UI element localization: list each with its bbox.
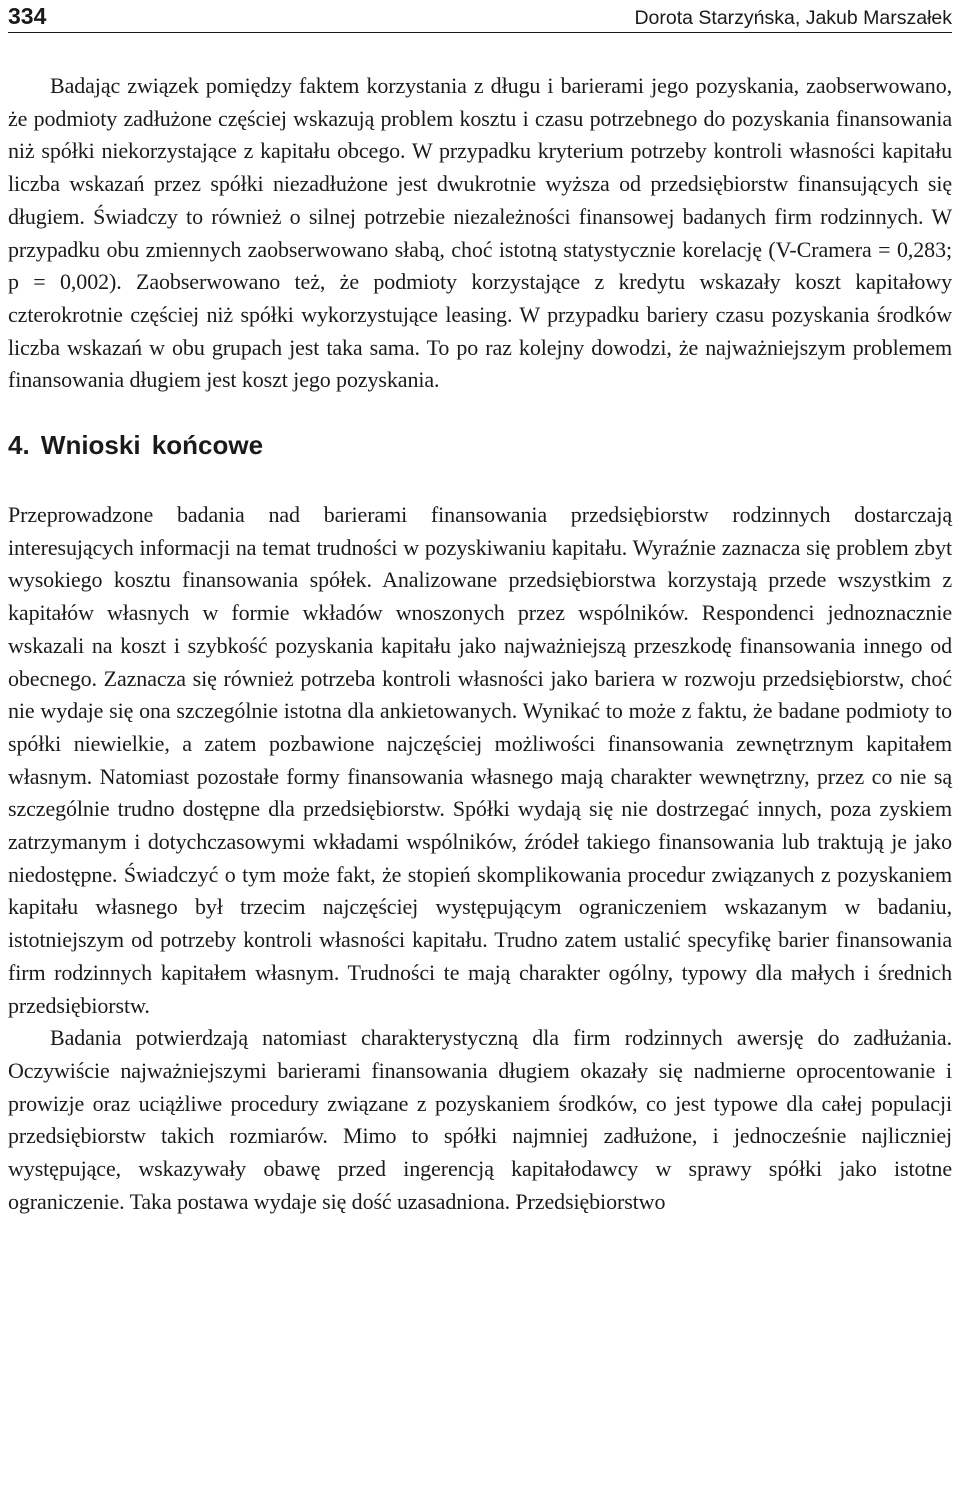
page-header [8,0,952,33]
running-head-authors: Dorota Starzyńska, Jakub Marszałek [634,7,952,29]
page-number: 334 [8,3,47,29]
document-page [8,0,952,1219]
section-heading: 4. Wnioski końcowe [8,430,264,461]
body-paragraph: Badania potwierdzają natomiast charakterystyczną dla firm rodzinnych awersję do zadłużania. Oczywiście najważniejszymi barierami finansowania długiem okazały się nadmierne oprocentowanie i prowizje oraz uciążliwe procedury związane z pozyskaniem środków, co jest typowe dla całej populacji przedsiębiorstw takich rozmiarów. Mimo to spółki najmniej zadłużone, i jednocześnie najliczniej występujące, wskazywały obawę przed ingerencją kapitałodawcy w sprawy spółki jako istotne ograniczenie. Taka postawa wydaje się dość uzasadniona. Przedsiębiorstwo [8,1025,952,1214]
body-paragraph: Przeprowadzone badania nad barierami finansowania przedsiębiorstw rodzinnych dostarczają interesujących informacji na temat trudności w pozyskiwaniu kapitału. Wyraźnie zaznacza się problem zbyt wysokiego kosztu finansowania spółek. Analizowane przedsiębiorstwa korzystają przede wszystkim z kapitałów własnych w formie wkładów wnoszonych przez wspólników. Respondenci jednoznacznie wskazali na koszt i szybkość pozyskania kapitału jako najważniejszą przeszkodę finansowania innego od obecnego. Zaznacza się również potrzeba kontroli własności jako bariera w rozwoju przedsiębiorstw, choć nie wydaje się ona szczególnie istotna dla ankietowanych. Wynikać to może z faktu, że badane podmioty to spółki niewielkie, a zatem pozbawione najczęściej możliwości finansowania zewnętrznym kapitałem własnym. Natomiast pozostałe formy finansowania własnego mają charakter wewnętrzny, przez co nie są szczególnie trudno dostępne dla przedsiębiorstw. Spółki wydają się nie dostrzegać innych, poza zyskiem zatrzymanym i dotychczasowymi wkładami wspólników, źródeł takiego finansowania lub traktują je jako niedostępne. Świadczyć o tym może fakt, że stopień skomplikowania procedur związanych z pozyskaniem kapitału własnego był trzecim najczęściej występującym ograniczeniem wskazanym w badaniu, istotniejszym od potrzeby kontroli własności kapitału. Trudno zatem ustalić specyfikę barier finansowania firm rodzinnych kapitałem własnym. Trudności te mają charakter ogólny, typowy dla małych i średnich przedsiębiorstw. [8,502,952,1018]
body-paragraph: Badając związek pomiędzy faktem korzystania z długu i barierami jego pozyskania, zaobserwowano, że podmioty zadłużone częściej wskazują problem kosztu i czasu potrzebnego do pozyskania finansowania niż spółki niekorzystające z kapitału obcego. W przypadku kryterium potrzeby kontroli własności kapitału liczba wskazań przez spółki niezadłużone jest dwukrotnie wyższa od przedsiębiorstw finansujących się długiem. Świadczy to również o silnej potrzebie niezależności finansowej badanych firm rodzinnych. W przypadku obu zmiennych zaobserwowano słabą, choć istotną statystycznie korelację (V-Cramera = 0,283; p = 0,002). Zaobserwowano też, że podmioty korzystające z kredytu wskazały koszt kapitałowy czterokrotnie częściej niż spółki wykorzystujące leasing. W przypadku bariery czasu pozyskania środków liczba wskazań w obu grupach jest taka sama. To po raz kolejny dowodzi, że najważniejszym problemem finansowania długiem jest koszt jego pozyskania. [8,73,952,393]
